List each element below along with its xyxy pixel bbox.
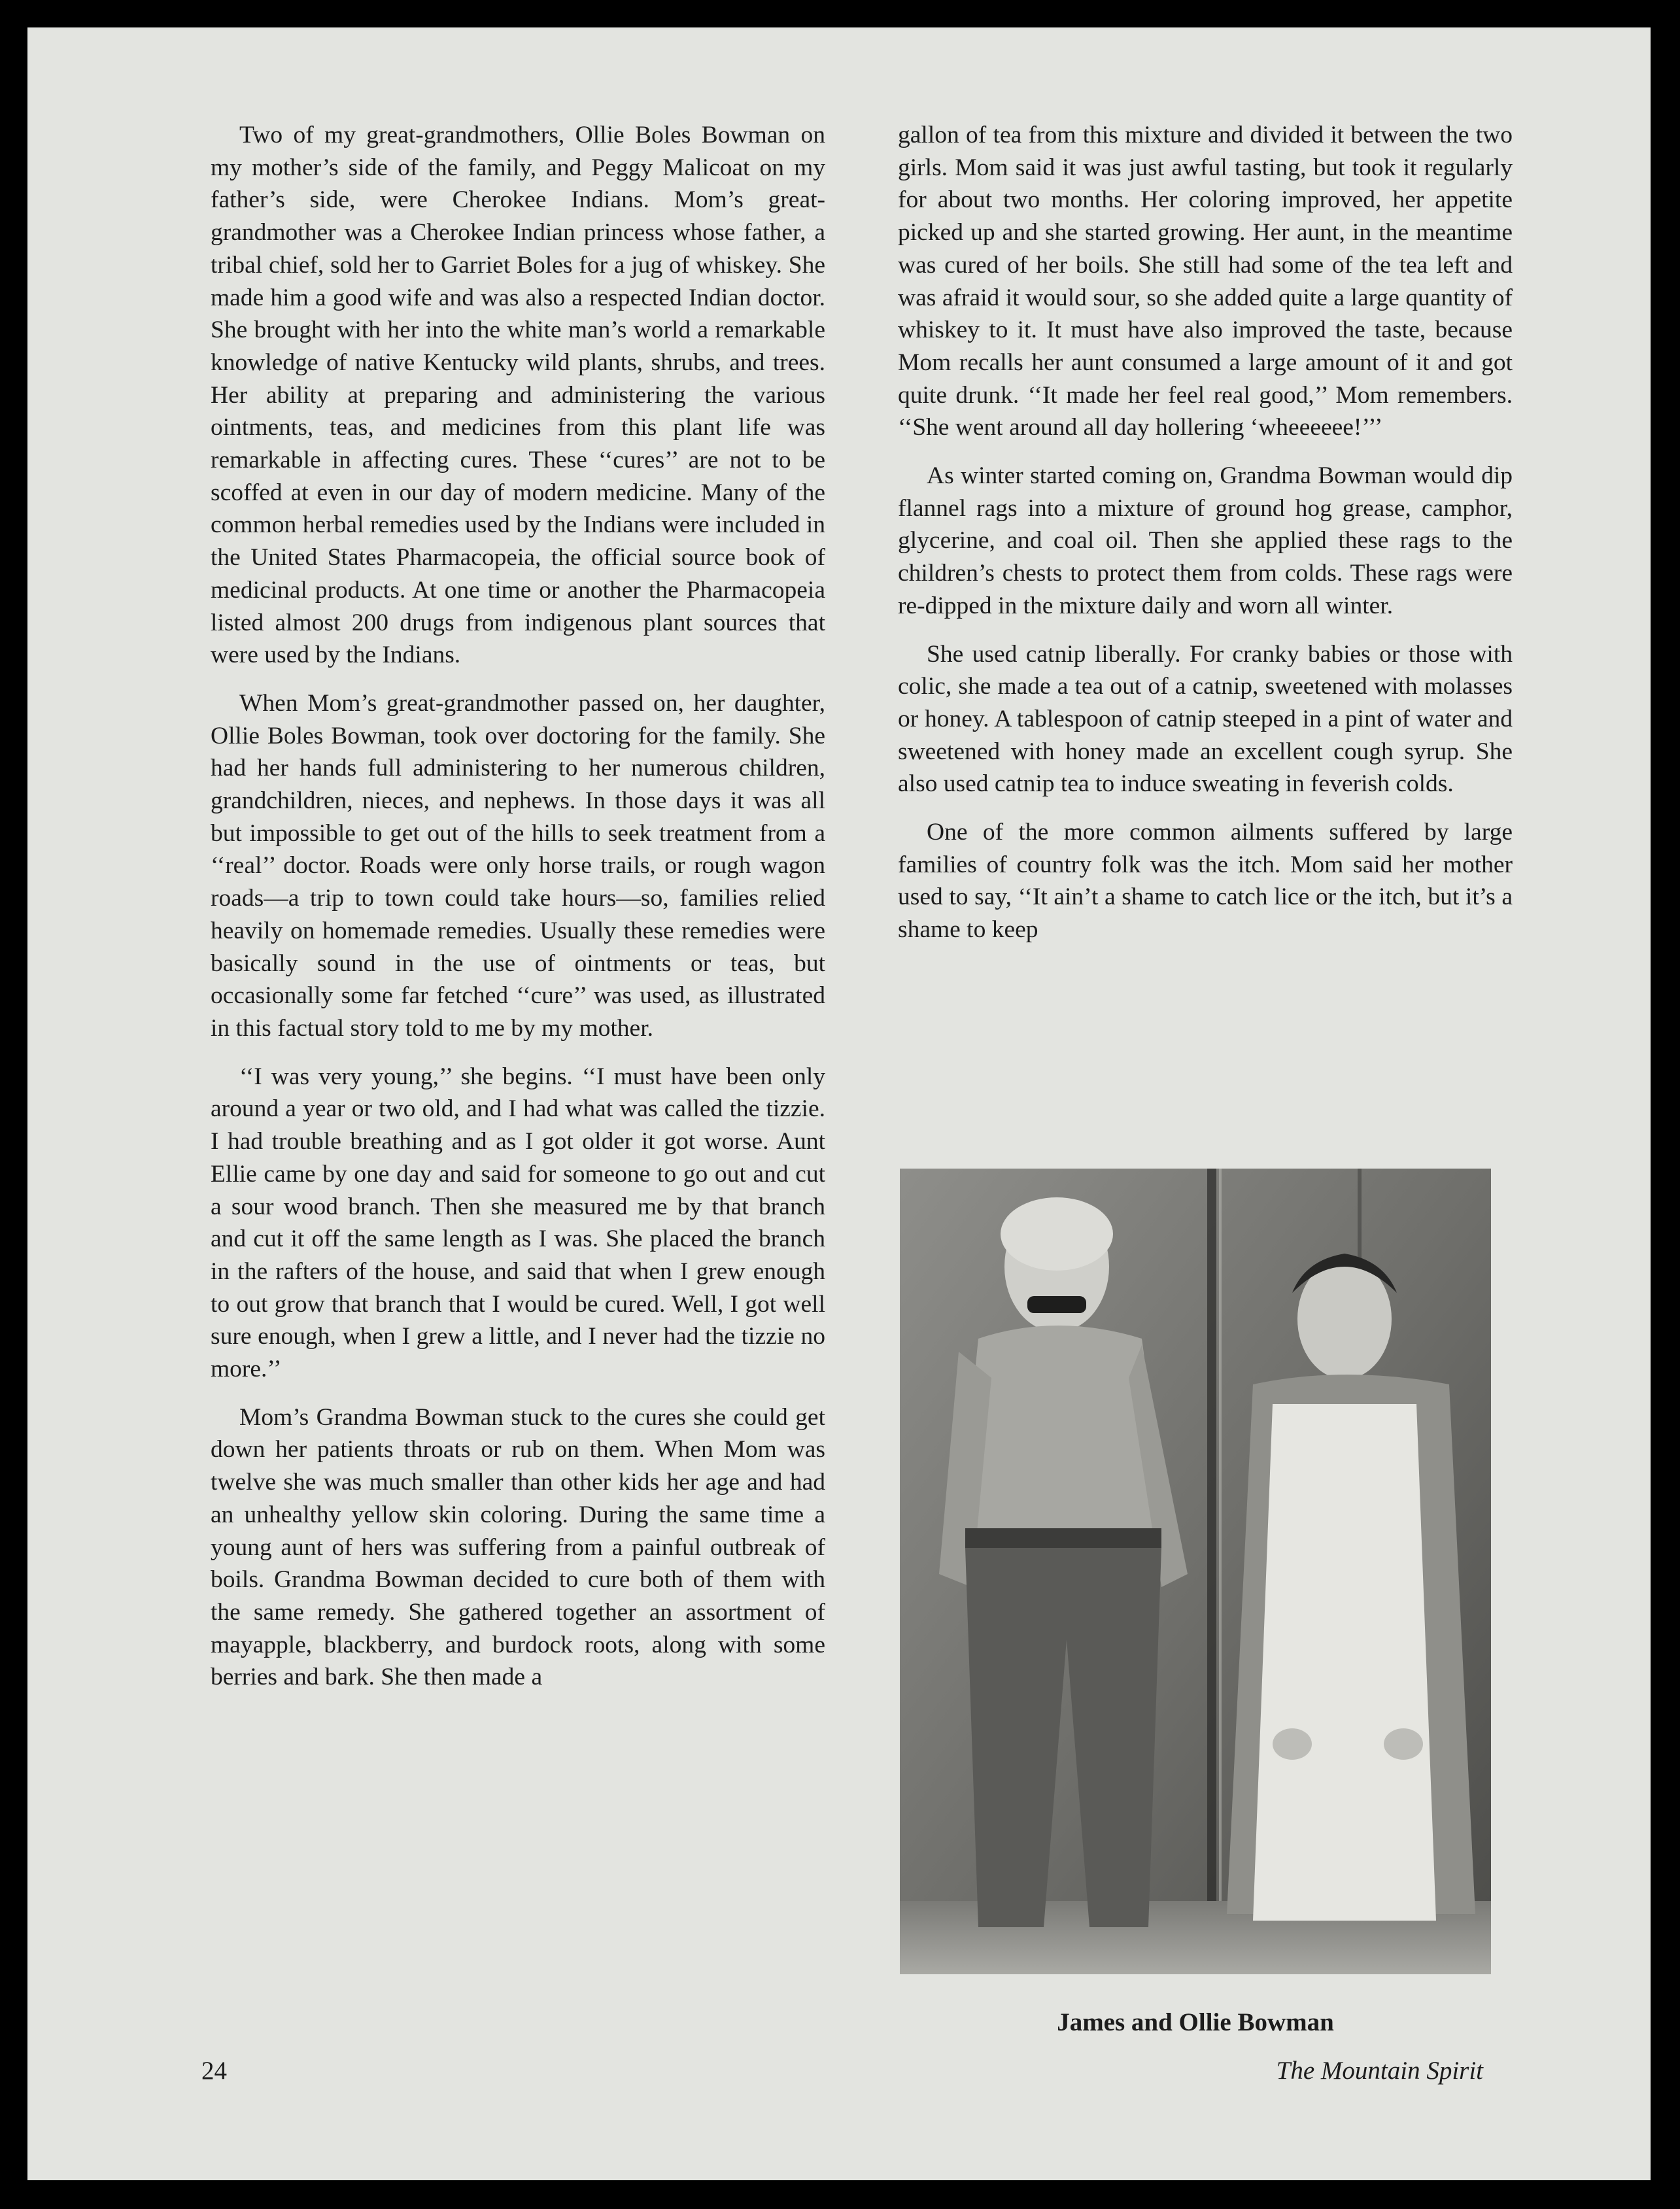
paragraph-ollie-doctoring: When Mom’s great-grandmother passed on, her daughter, Ollie Boles Bowman, took over doctoring for the family. She had her hands full administering to her numerous children, grandchildren, nieces, and nephews. In those days it was all but impossible to get out of the hills to seek treatment from a ‘‘real’’ doctor. Roads were only horse trails, or rough wagon roads—a trip to town could take hours—so, families relied heavily on homemade remedies. Usually these remedies were basically sound in the use of ointments or teas, but occasionally some far fetched ‘‘cure’’ was used, as illustrated in this factual story told to me by my mother. — [211, 689, 825, 1042]
publication-title: The Mountain Spirit — [1276, 2057, 1483, 2085]
photo-caption: James and Ollie Bowman — [1057, 2008, 1334, 2036]
paragraph-tizzie-story: ‘‘I was very young,’’ she begins. ‘‘I must have been only around a year or two old, and I had what was called the tizzie. I had trouble breathing and as I got older it got worse. Aunt Ellie came by one day and said for someone to go out and cut a sour wood branch. Then she measured me by that branch and cut it off the same length as I was. She placed the branch in the rafters of the house, and said that when I grew enough to out grow that branch that I would be cured. Well, I got well sure enough, when I grew a little, and I never had the tizzie no more.’’ — [211, 1063, 825, 1383]
paragraph-itch: One of the more common ailments suffered by large families of country folk was the itch. Mom said her mother used to say, ‘‘It ain’t a shame to catch lice or the itch, but it’s a shame to keep — [898, 819, 1513, 944]
magazine-page — [27, 27, 1651, 2180]
photo-illustration — [900, 1169, 1491, 1974]
paragraph-winter-rags: As winter started coming on, Grandma Bowman would dip flannel rags into a mixture of ground hog grease, camphor, glycerine, and coal oil. Then she applied these rags to the children’s chests to protect them from colds. These rags were re-dipped in the mixture daily and worn all winter. — [898, 462, 1513, 619]
photo-james-and-ollie-bowman — [900, 1169, 1491, 1974]
paragraph-cherokee-ancestry: Two of my great-grandmothers, Ollie Boles Bowman on my mother’s side of the family, and Peggy Malicoat on my father’s side, were Cherokee Indians. Mom’s great-grandmother was a Cherokee Indian princess whose father, a tribal chief, sold her to Garriet Boles for a jug of whiskey. She made him a good wife and was also a respected Indian doctor. She brought with her into the white man’s world a remarkable knowledge of native Kentucky wild plants, shrubs, and trees. Her ability at preparing and administering the various ointments, teas, and medicines from this plant life was remarkable in affecting cures. These ‘‘cures’’ are not to be scoffed at even in our day of modern medicine. Many of the common herbal remedies used by the Indians were included in the United States Pharmacopeia, the official source book of medicinal products. At one time or another the Pharmacopeia listed almost 200 drugs from indigenous plant sources that were used by the Indians. — [211, 122, 825, 669]
paragraph-catnip: She used catnip liberally. For cranky babies or those with colic, she made a tea out of a catnip, sweetened with molasses or honey. A tablespoon of catnip steeped in a pint of water and sweetened with honey made an excellent cough syrup. She also used catnip tea to induce sweating in feverish colds. — [898, 640, 1513, 798]
left-text-column — [211, 119, 825, 1709]
right-text-column — [898, 119, 1513, 962]
paragraph-grandma-remedy: Mom’s Grandma Bowman stuck to the cures she could get down her patients throats or rub on them. When Mom was twelve she was much smaller than other kids her age and had an unhealthy yellow skin coloring. During the same time a young aunt of hers was suffering from a painful outbreak of boils. Grandma Bowman decided to cure both of them with the same remedy. She gathered together an assortment of mayapple, blackberry, and burdock roots, along with some berries and bark. She then made a — [211, 1403, 825, 1691]
paragraph-tea-continued: gallon of tea from this mixture and divided it between the two girls. Mom said it was just awful tasting, but took it regularly for about two months. Her coloring improved, her appetite picked up and she started growing. Her aunt, in the meantime was cured of her boils. She still had some of the tea left and was afraid it would sour, so she added quite a large quantity of whiskey to it. It must have also improved the taste, because Mom recalls her aunt consumed a large amount of it and got quite drunk. ‘‘It made her feel real good,’’ Mom remembers. ‘‘She went around all day hollering ‘wheeeeee!’’’ — [898, 122, 1513, 441]
page-number: 24 — [201, 2057, 227, 2085]
